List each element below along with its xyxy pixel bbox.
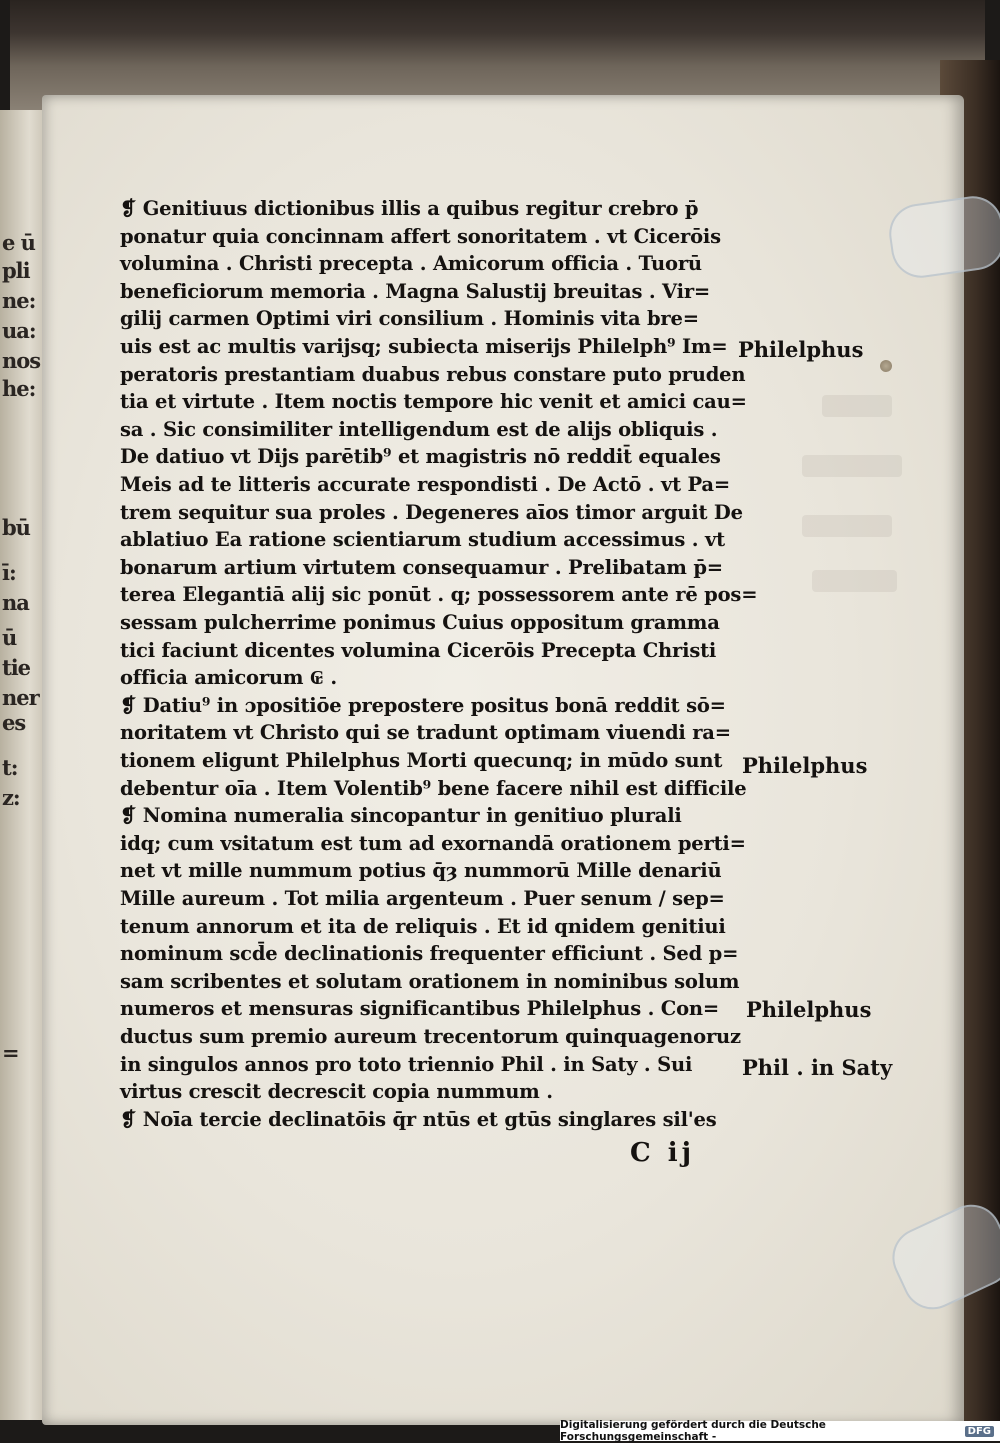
margin-note: Philelphus (742, 753, 868, 778)
left-page-fragment: bū (2, 515, 30, 540)
text-line: volumina . Christi precepta . Amicorum officia . Tuorū (120, 252, 702, 276)
text-line: officia amicorum ₢ . (120, 666, 337, 690)
text-line: beneficiorum memoria . Magna Salustij breuitas . Vir= (120, 279, 711, 303)
bleed-through-mark (822, 395, 892, 417)
paper-spot (880, 360, 892, 372)
left-page-fragment: ne: (2, 288, 36, 313)
text-line: bonarum artium virtutem consequamur . Prelibatam p̄= (120, 555, 723, 579)
signature-mark: C ij (630, 1138, 696, 1168)
text-line: ductus sum premio aureum trecentorum quinquagenoruz (120, 1025, 741, 1048)
text-line: ponatur quia concinnam affert sonoritatem . vt Cicerōis (120, 224, 721, 248)
text-line: tenum annorum et ita de reliquis . Et id qnidem genitiui (120, 914, 726, 938)
text-line: ❡ Genitiuus dictionibus illis a quibus regitur crebro p̄ (120, 197, 699, 220)
text-line: tia et virtute . Item noctis tempore hic venit et amici cau= (120, 390, 747, 414)
bleed-through-mark (812, 570, 897, 592)
left-facing-page (0, 110, 42, 1420)
margin-note: Philelphus (738, 337, 864, 362)
left-page-fragment: he: (2, 376, 36, 401)
left-page-fragment: = (2, 1040, 19, 1065)
footer-text: Digitalisierung gefördert durch die Deutsche Forschungsgemeinschaft - (560, 1419, 826, 1443)
text-line: debentur oīa . Item Volentib⁹ bene facere nihil est difficile (120, 776, 747, 800)
text-line: trem sequitur sua proles . Degeneres aīos timor arguit De (120, 500, 743, 524)
book-top-edge (10, 0, 985, 110)
text-line: De datiuo vt Dijs parētib⁹ et magistris nō reddit̄ equales (120, 445, 721, 469)
text-line: sessam pulcherrime ponimus Cuius oppositum gramma (120, 611, 720, 634)
left-page-fragment: pli (2, 258, 30, 283)
text-line: tici faciunt dicentes volumina Cicerōis Precepta Christi (120, 638, 717, 662)
text-line: tionem eligunt Philelphus Morti quecunq; in mūdo sunt (120, 749, 723, 772)
left-page-fragment: t: (2, 755, 18, 780)
dfg-logo: DFG (965, 1426, 994, 1437)
margin-note: Phil . in Saty (742, 1055, 893, 1080)
left-page-fragment: ua: (2, 318, 36, 343)
text-line: ❡ Nomina numeralia sincopantur in genitiuo plurali (120, 804, 682, 828)
text-line: sam scribentes et solutam orationem in nominibus solum (120, 969, 740, 993)
text-line: Meis ad te litteris accurate respondisti . De Actō . vt Pa= (120, 473, 730, 496)
text-line: gilij carmen Optimi viri consilium . Hominis vita bre= (120, 307, 699, 331)
text-line: numeros et mensuras significantibus Philelphus . Con= (120, 997, 720, 1021)
left-page-fragment: ī: (2, 560, 16, 585)
text-line: noritatem vt Christo qui se tradunt optimam viuendi ra= (120, 721, 731, 745)
book-page (42, 95, 964, 1425)
text-line: nominum scd̄e declinationis frequenter efficiunt . Sed p= (120, 942, 739, 966)
text-line: net vt mille nummum potius q̄ȝ nummorū Mille denariū (120, 859, 722, 883)
bleed-through-mark (802, 515, 892, 537)
text-line: terea Elegantiā alij sic ponūt . q; possessorem ante rē pos= (120, 583, 758, 607)
text-line: in singulos annos pro toto triennio Phil . in Saty . Sui (120, 1052, 693, 1076)
text-line: Mille aureum . Tot milia argenteum . Puer senum / sep= (120, 887, 725, 910)
left-page-fragment: z: (2, 785, 20, 810)
text-line: virtus crescit decrescit copia nummum . (120, 1080, 553, 1104)
margin-note: Philelphus (746, 997, 872, 1022)
left-page-fragment: tie (2, 655, 31, 680)
text-line: ablatiuo Ea ratione scientiarum studium accessimus . vt (120, 528, 725, 552)
left-page-fragment: nos (2, 348, 41, 373)
text-line: ❡ Noīa tercie declinatōis q̄r ntūs et gtūs singlares sil'es (120, 1107, 717, 1131)
left-page-fragment: ner (2, 685, 39, 710)
footer-bar (560, 1421, 1000, 1441)
text-line: sa . Sic consimiliter intelligendum est de alijs obliquis . (120, 417, 718, 441)
left-page-fragment: es (2, 710, 26, 735)
left-page-fragment: e ū (2, 230, 35, 255)
text-line: peratoris prestantiam duabus rebus constare puto pruden (120, 362, 746, 386)
left-page-fragment: ū (2, 625, 17, 650)
text-line: ❡ Datiu⁹ in ɔpositiōe prepostere positus bonā reddit sō= (120, 693, 726, 717)
bleed-through-mark (802, 455, 902, 477)
text-line: idq; cum vsitatum est tum ad exornandā orationem perti= (120, 831, 746, 855)
text-line: uis est ac multis varijsq; subiecta miserijs Philelph⁹ Im= (120, 335, 728, 358)
left-page-fragment: na (2, 590, 29, 615)
